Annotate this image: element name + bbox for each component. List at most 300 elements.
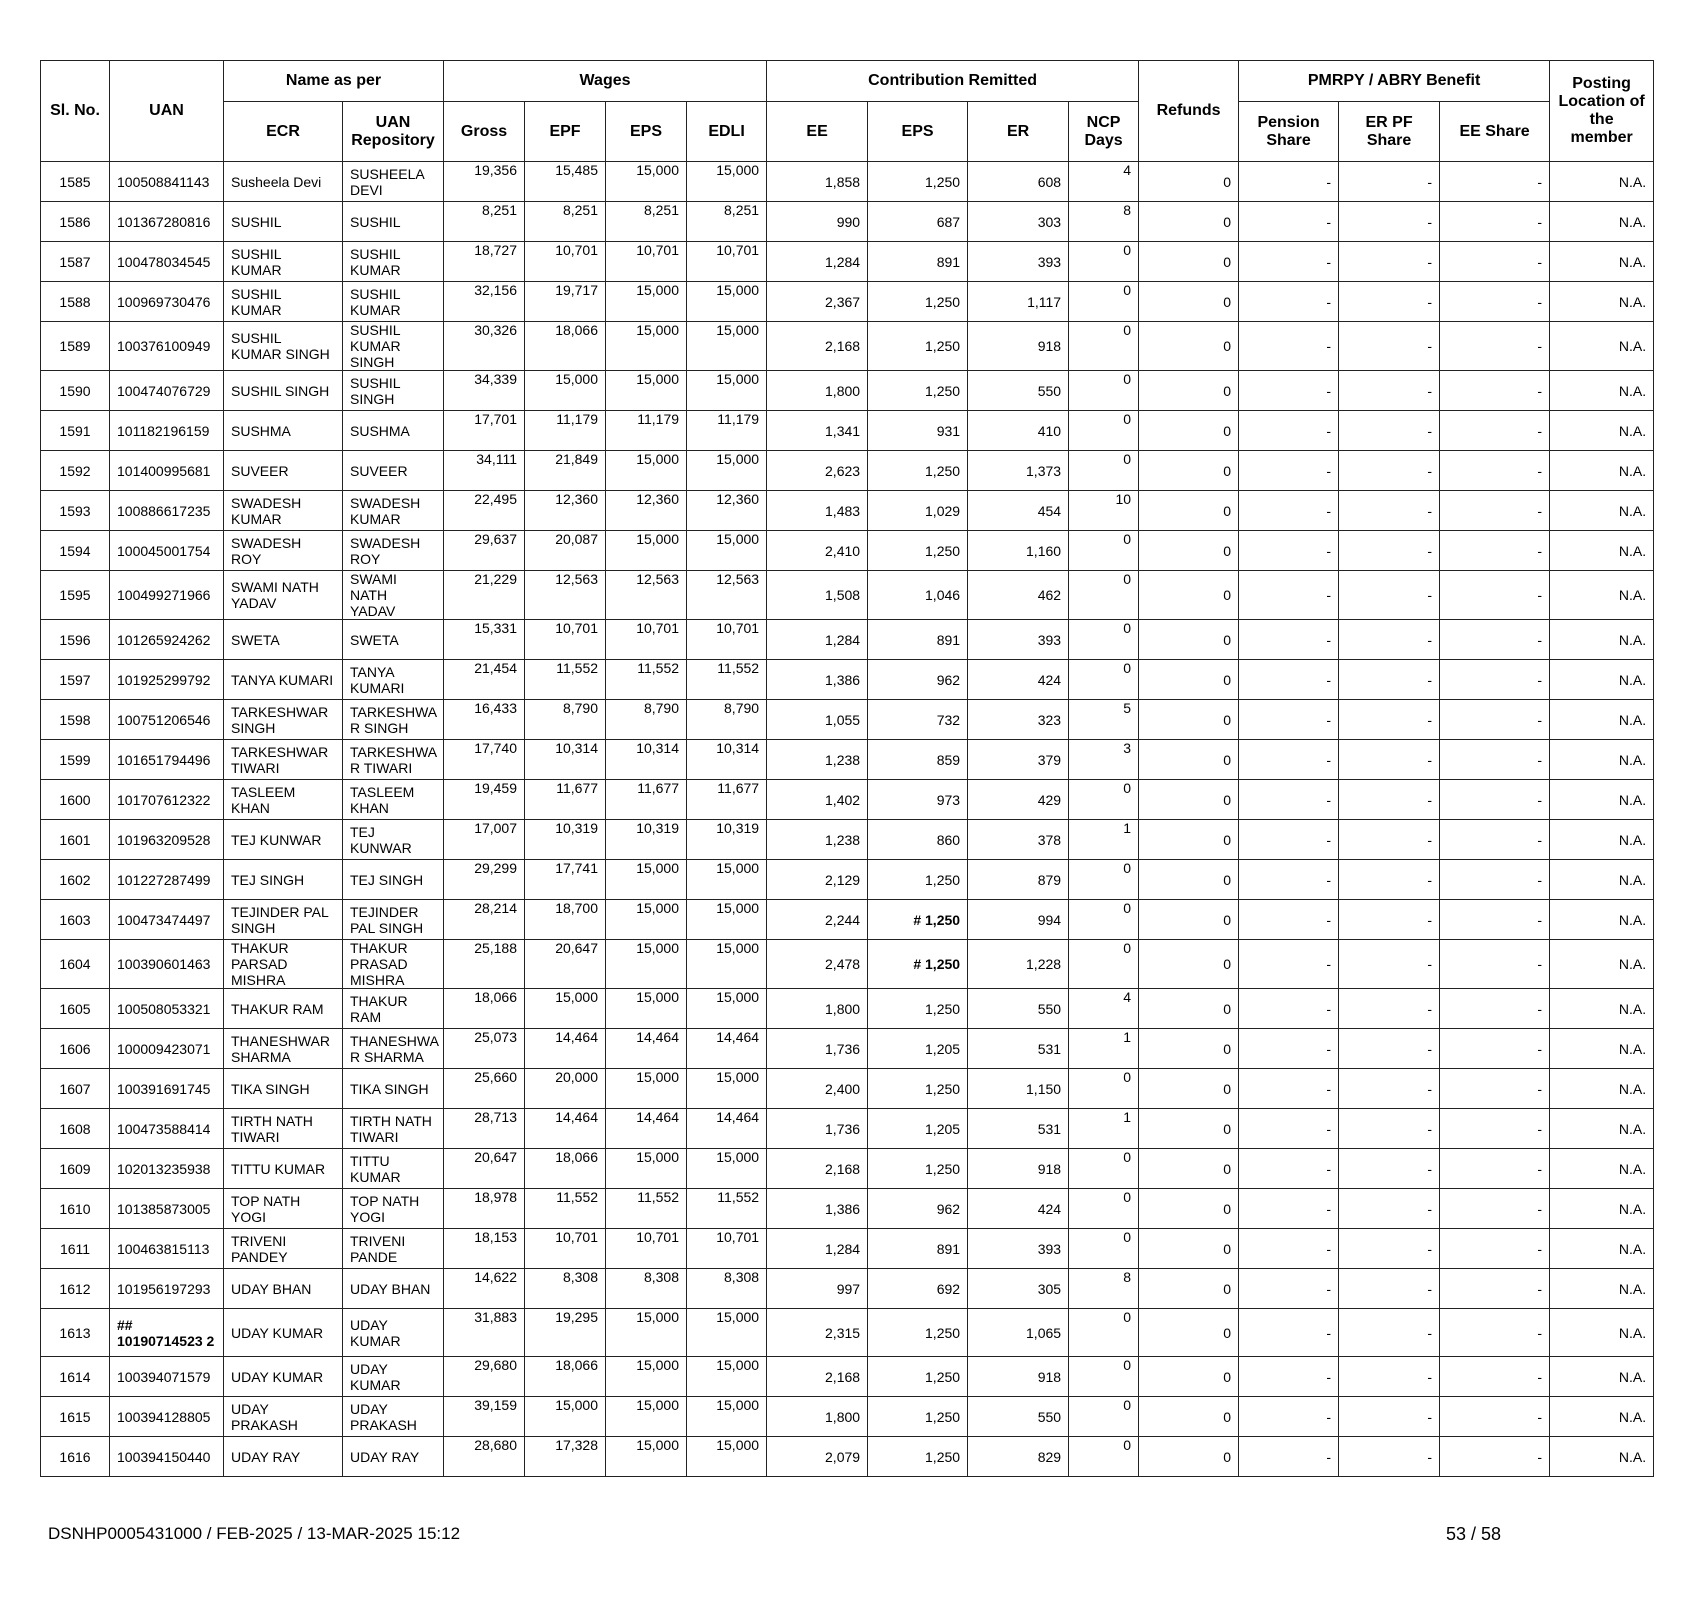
cell-eps-contribution: 1,205 [868, 1109, 968, 1149]
cell-pension-share: - [1239, 1109, 1339, 1149]
cell-refunds: 0 [1139, 900, 1239, 940]
cell-ee-share: - [1440, 1189, 1550, 1229]
cell-ecr-name: TANYA KUMARI [224, 660, 343, 700]
cell-epf: 18,066 [525, 322, 606, 371]
cell-gross: 21,229 [444, 571, 525, 620]
cell-er: 305 [968, 1269, 1069, 1309]
cell-refunds: 0 [1139, 1069, 1239, 1109]
cell-ncp-days: 0 [1069, 282, 1139, 322]
cell-posting-location: N.A. [1550, 620, 1654, 660]
cell-sl-no: 1594 [41, 531, 110, 571]
header-pmrpy-abry: PMRPY / ABRY Benefit [1239, 61, 1550, 102]
cell-uan: 101963209528 [110, 820, 224, 860]
cell-refunds: 0 [1139, 371, 1239, 411]
cell-sl-no: 1599 [41, 740, 110, 780]
cell-epf: 10,701 [525, 1229, 606, 1269]
cell-posting-location: N.A. [1550, 1149, 1654, 1189]
cell-uan-repository-name: SUSHIL [343, 202, 444, 242]
cell-uan-repository-name: TANYA KUMARI [343, 660, 444, 700]
cell-ncp-days: 0 [1069, 322, 1139, 371]
cell-eps: 15,000 [606, 371, 687, 411]
cell-ncp-days: 0 [1069, 571, 1139, 620]
cell-sl-no: 1610 [41, 1189, 110, 1229]
cell-gross: 22,495 [444, 491, 525, 531]
cell-eps-contribution: 1,250 [868, 162, 968, 202]
cell-eps: 11,552 [606, 1189, 687, 1229]
cell-uan-repository-name: SWAMI NATH YADAV [343, 571, 444, 620]
cell-epf: 15,000 [525, 371, 606, 411]
cell-pension-share: - [1239, 620, 1339, 660]
cell-uan-repository-name: UDAY KUMAR [343, 1357, 444, 1397]
cell-eps-contribution: 931 [868, 411, 968, 451]
cell-edli: 15,000 [687, 162, 767, 202]
cell-edli: 15,000 [687, 989, 767, 1029]
cell-ecr-name: SWETA [224, 620, 343, 660]
cell-uan: 101400995681 [110, 451, 224, 491]
cell-epf: 8,790 [525, 700, 606, 740]
cell-uan-repository-name: UDAY KUMAR [343, 1309, 444, 1357]
cell-edli: 10,701 [687, 242, 767, 282]
table-row [41, 1029, 1654, 1069]
cell-eps-contribution: 891 [868, 620, 968, 660]
cell-er: 1,160 [968, 531, 1069, 571]
cell-ee: 1,386 [767, 1189, 868, 1229]
cell-refunds: 0 [1139, 202, 1239, 242]
table-row [41, 571, 1654, 620]
cell-sl-no: 1597 [41, 660, 110, 700]
cell-ncp-days: 0 [1069, 1309, 1139, 1357]
table-row [41, 202, 1654, 242]
cell-eps: 14,464 [606, 1109, 687, 1149]
cell-eps-contribution: 891 [868, 242, 968, 282]
cell-eps-contribution: 1,250 [868, 451, 968, 491]
cell-gross: 16,433 [444, 700, 525, 740]
cell-sl-no: 1611 [41, 1229, 110, 1269]
cell-pension-share: - [1239, 1029, 1339, 1069]
cell-eps-contribution: 732 [868, 700, 968, 740]
cell-ee-share: - [1440, 1029, 1550, 1069]
cell-ee: 1,800 [767, 371, 868, 411]
cell-edli: 10,319 [687, 820, 767, 860]
cell-ncp-days: 5 [1069, 700, 1139, 740]
cell-sl-no: 1609 [41, 1149, 110, 1189]
cell-posting-location: N.A. [1550, 451, 1654, 491]
cell-er: 1,065 [968, 1309, 1069, 1357]
cell-er: 393 [968, 242, 1069, 282]
cell-ecr-name: SUSHIL KUMAR [224, 242, 343, 282]
cell-ecr-name: TEJ KUNWAR [224, 820, 343, 860]
cell-er: 531 [968, 1109, 1069, 1149]
cell-er-pf-share: - [1339, 162, 1440, 202]
cell-pension-share: - [1239, 1357, 1339, 1397]
cell-posting-location: N.A. [1550, 1269, 1654, 1309]
cell-refunds: 0 [1139, 820, 1239, 860]
cell-pension-share: - [1239, 1229, 1339, 1269]
cell-eps-contribution: 860 [868, 820, 968, 860]
cell-posting-location: N.A. [1550, 1189, 1654, 1229]
cell-uan-repository-name: TOP NATH YOGI [343, 1189, 444, 1229]
cell-sl-no: 1616 [41, 1437, 110, 1477]
cell-pension-share: - [1239, 1189, 1339, 1229]
cell-posting-location: N.A. [1550, 1069, 1654, 1109]
cell-eps: 15,000 [606, 1069, 687, 1109]
cell-refunds: 0 [1139, 491, 1239, 531]
table-header [41, 61, 1654, 162]
cell-uan-repository-name: THANESHWA R SHARMA [343, 1029, 444, 1069]
cell-refunds: 0 [1139, 1109, 1239, 1149]
cell-posting-location: N.A. [1550, 1109, 1654, 1149]
cell-refunds: 0 [1139, 660, 1239, 700]
cell-posting-location: N.A. [1550, 1437, 1654, 1477]
header-ee-share: EE Share [1440, 102, 1550, 162]
cell-ee: 1,341 [767, 411, 868, 451]
cell-eps-contribution: 1,250 [868, 282, 968, 322]
cell-ee-share: - [1440, 571, 1550, 620]
cell-pension-share: - [1239, 162, 1339, 202]
cell-ncp-days: 4 [1069, 162, 1139, 202]
cell-ee-share: - [1440, 451, 1550, 491]
cell-uan-repository-name: SUSHIL SINGH [343, 371, 444, 411]
header-sl-no: Sl. No. [41, 61, 110, 162]
cell-ecr-name: THANESHWAR SHARMA [224, 1029, 343, 1069]
cell-posting-location: N.A. [1550, 989, 1654, 1029]
header-ncp-days: NCP Days [1069, 102, 1139, 162]
cell-er-pf-share: - [1339, 242, 1440, 282]
cell-er-pf-share: - [1339, 491, 1440, 531]
cell-eps: 15,000 [606, 162, 687, 202]
cell-er-pf-share: - [1339, 740, 1440, 780]
cell-gross: 34,339 [444, 371, 525, 411]
cell-ncp-days: 0 [1069, 242, 1139, 282]
table-row [41, 660, 1654, 700]
cell-ecr-name: SUSHMA [224, 411, 343, 451]
cell-eps: 10,314 [606, 740, 687, 780]
header-uan-repository: UAN Repository [343, 102, 444, 162]
header-ecr: ECR [224, 102, 343, 162]
cell-ee: 1,736 [767, 1029, 868, 1069]
cell-pension-share: - [1239, 860, 1339, 900]
cell-sl-no: 1593 [41, 491, 110, 531]
cell-refunds: 0 [1139, 740, 1239, 780]
cell-pension-share: - [1239, 451, 1339, 491]
cell-posting-location: N.A. [1550, 371, 1654, 411]
cell-eps-contribution: 692 [868, 1269, 968, 1309]
cell-edli: 10,314 [687, 740, 767, 780]
cell-epf: 18,066 [525, 1149, 606, 1189]
cell-epf: 8,308 [525, 1269, 606, 1309]
cell-er-pf-share: - [1339, 571, 1440, 620]
cell-ee: 1,483 [767, 491, 868, 531]
table-body [41, 162, 1654, 1477]
cell-pension-share: - [1239, 371, 1339, 411]
cell-edli: 8,790 [687, 700, 767, 740]
cell-er: 1,373 [968, 451, 1069, 491]
table-row [41, 740, 1654, 780]
cell-uan-repository-name: THAKUR RAM [343, 989, 444, 1029]
cell-ee: 2,367 [767, 282, 868, 322]
cell-eps-contribution: 1,250 [868, 1149, 968, 1189]
cell-pension-share: - [1239, 322, 1339, 371]
cell-er-pf-share: - [1339, 620, 1440, 660]
cell-ecr-name: UDAY RAY [224, 1437, 343, 1477]
cell-ee-share: - [1440, 1357, 1550, 1397]
page-indicator: 53 / 58 [1446, 1524, 1502, 1544]
cell-ee-share: - [1440, 202, 1550, 242]
cell-posting-location: N.A. [1550, 411, 1654, 451]
cell-uan: 100499271966 [110, 571, 224, 620]
cell-er-pf-share: - [1339, 451, 1440, 491]
cell-uan-repository-name: TARKESHWA R TIWARI [343, 740, 444, 780]
cell-er-pf-share: - [1339, 202, 1440, 242]
table-row [41, 162, 1654, 202]
table-row [41, 1269, 1654, 1309]
cell-ecr-name: SUSHIL KUMAR SINGH [224, 322, 343, 371]
cell-eps: 14,464 [606, 1029, 687, 1069]
cell-ecr-name: SUSHIL KUMAR [224, 282, 343, 322]
cell-epf: 21,849 [525, 451, 606, 491]
cell-ncp-days: 8 [1069, 1269, 1139, 1309]
cell-epf: 12,563 [525, 571, 606, 620]
cell-uan-repository-name: TEJ KUNWAR [343, 820, 444, 860]
cell-eps: 15,000 [606, 1309, 687, 1357]
cell-epf: 18,066 [525, 1357, 606, 1397]
cell-gross: 19,459 [444, 780, 525, 820]
cell-sl-no: 1607 [41, 1069, 110, 1109]
cell-uan-repository-name: TASLEEM KHAN [343, 780, 444, 820]
cell-edli: 15,000 [687, 282, 767, 322]
table-row [41, 780, 1654, 820]
cell-edli: 15,000 [687, 1397, 767, 1437]
cell-ncp-days: 0 [1069, 531, 1139, 571]
cell-uan-repository-name: SUSHIL KUMAR [343, 282, 444, 322]
cell-ecr-name: TASLEEM KHAN [224, 780, 343, 820]
cell-er-pf-share: - [1339, 1109, 1440, 1149]
cell-posting-location: N.A. [1550, 1357, 1654, 1397]
cell-ncp-days: 1 [1069, 1109, 1139, 1149]
table-row [41, 620, 1654, 660]
cell-eps: 15,000 [606, 282, 687, 322]
cell-refunds: 0 [1139, 242, 1239, 282]
cell-ecr-name: TIRTH NATH TIWARI [224, 1109, 343, 1149]
cell-er-pf-share: - [1339, 900, 1440, 940]
cell-er: 379 [968, 740, 1069, 780]
table-row [41, 1357, 1654, 1397]
cell-ee: 2,168 [767, 1149, 868, 1189]
cell-uan-repository-name: SWADESH ROY [343, 531, 444, 571]
cell-pension-share: - [1239, 1397, 1339, 1437]
cell-ee-share: - [1440, 1309, 1550, 1357]
cell-refunds: 0 [1139, 411, 1239, 451]
cell-eps-contribution: 1,250 [868, 989, 968, 1029]
cell-ncp-days: 0 [1069, 620, 1139, 660]
cell-ee: 2,244 [767, 900, 868, 940]
cell-epf: 10,701 [525, 620, 606, 660]
cell-ncp-days: 0 [1069, 1069, 1139, 1109]
cell-sl-no: 1601 [41, 820, 110, 860]
table-row [41, 1069, 1654, 1109]
cell-er-pf-share: - [1339, 371, 1440, 411]
header-ee: EE [767, 102, 868, 162]
cell-eps-contribution: 1,250 [868, 1357, 968, 1397]
cell-uan: 100508053321 [110, 989, 224, 1029]
cell-edli: 11,179 [687, 411, 767, 451]
cell-epf: 19,717 [525, 282, 606, 322]
cell-uan: 101651794496 [110, 740, 224, 780]
table-row [41, 1397, 1654, 1437]
cell-eps: 8,308 [606, 1269, 687, 1309]
cell-gross: 25,188 [444, 940, 525, 989]
cell-uan: 100394128805 [110, 1397, 224, 1437]
cell-sl-no: 1585 [41, 162, 110, 202]
cell-eps: 8,251 [606, 202, 687, 242]
header-er-pf-share: ER PF Share [1339, 102, 1440, 162]
cell-ee: 2,168 [767, 322, 868, 371]
cell-er-pf-share: - [1339, 989, 1440, 1029]
cell-eps: 10,319 [606, 820, 687, 860]
cell-epf: 11,552 [525, 1189, 606, 1229]
cell-sl-no: 1600 [41, 780, 110, 820]
cell-uan: 101956197293 [110, 1269, 224, 1309]
cell-ee-share: - [1440, 1069, 1550, 1109]
cell-ee: 1,284 [767, 1229, 868, 1269]
cell-er-pf-share: - [1339, 860, 1440, 900]
cell-gross: 30,326 [444, 322, 525, 371]
cell-sl-no: 1590 [41, 371, 110, 411]
cell-pension-share: - [1239, 940, 1339, 989]
cell-pension-share: - [1239, 1069, 1339, 1109]
cell-uan: 101227287499 [110, 860, 224, 900]
cell-sl-no: 1606 [41, 1029, 110, 1069]
cell-edli: 15,000 [687, 1357, 767, 1397]
cell-er: 393 [968, 1229, 1069, 1269]
cell-ecr-name: TITTU KUMAR [224, 1149, 343, 1189]
cell-ncp-days: 1 [1069, 1029, 1139, 1069]
cell-er: 550 [968, 371, 1069, 411]
cell-er: 879 [968, 860, 1069, 900]
cell-ncp-days: 0 [1069, 451, 1139, 491]
cell-uan-repository-name: THAKUR PRASAD MISHRA [343, 940, 444, 989]
cell-ecr-name: THAKUR RAM [224, 989, 343, 1029]
cell-epf: 14,464 [525, 1109, 606, 1149]
cell-refunds: 0 [1139, 1189, 1239, 1229]
cell-ee-share: - [1440, 531, 1550, 571]
cell-refunds: 0 [1139, 780, 1239, 820]
cell-pension-share: - [1239, 491, 1339, 531]
cell-ee: 1,284 [767, 242, 868, 282]
cell-epf: 15,485 [525, 162, 606, 202]
cell-gross: 32,156 [444, 282, 525, 322]
cell-ncp-days: 0 [1069, 371, 1139, 411]
cell-pension-share: - [1239, 1437, 1339, 1477]
cell-er: 1,117 [968, 282, 1069, 322]
cell-pension-share: - [1239, 1269, 1339, 1309]
cell-gross: 20,647 [444, 1149, 525, 1189]
cell-pension-share: - [1239, 1149, 1339, 1189]
cell-edli: 11,677 [687, 780, 767, 820]
cell-ee-share: - [1440, 660, 1550, 700]
cell-ee-share: - [1440, 740, 1550, 780]
cell-ecr-name: SUSHIL [224, 202, 343, 242]
cell-epf: 12,360 [525, 491, 606, 531]
cell-posting-location: N.A. [1550, 1397, 1654, 1437]
cell-ee-share: - [1440, 780, 1550, 820]
cell-ee-share: - [1440, 1397, 1550, 1437]
cell-ecr-name: SUSHIL SINGH [224, 371, 343, 411]
cell-ee: 1,402 [767, 780, 868, 820]
cell-posting-location: N.A. [1550, 940, 1654, 989]
cell-refunds: 0 [1139, 1029, 1239, 1069]
cell-uan: ## 10190714523 2 [110, 1309, 224, 1357]
cell-eps: 15,000 [606, 451, 687, 491]
cell-ecr-name: Susheela Devi [224, 162, 343, 202]
cell-uan-repository-name: TARKESHWA R SINGH [343, 700, 444, 740]
cell-ncp-days: 0 [1069, 1437, 1139, 1477]
cell-posting-location: N.A. [1550, 322, 1654, 371]
cell-gross: 31,883 [444, 1309, 525, 1357]
cell-eps-contribution: 1,029 [868, 491, 968, 531]
cell-pension-share: - [1239, 202, 1339, 242]
cell-eps-contribution: 973 [868, 780, 968, 820]
cell-er-pf-share: - [1339, 531, 1440, 571]
cell-ee: 2,623 [767, 451, 868, 491]
cell-edli: 10,701 [687, 1229, 767, 1269]
cell-uan-repository-name: SUSHIL KUMAR [343, 242, 444, 282]
cell-gross: 29,637 [444, 531, 525, 571]
cell-er-pf-share: - [1339, 282, 1440, 322]
table-row [41, 1437, 1654, 1477]
cell-er-pf-share: - [1339, 1189, 1440, 1229]
table-row [41, 411, 1654, 451]
cell-gross: 18,153 [444, 1229, 525, 1269]
cell-edli: 14,464 [687, 1029, 767, 1069]
cell-uan-repository-name: TEJ SINGH [343, 860, 444, 900]
cell-edli: 15,000 [687, 451, 767, 491]
table-row [41, 700, 1654, 740]
cell-sl-no: 1598 [41, 700, 110, 740]
cell-gross: 28,713 [444, 1109, 525, 1149]
cell-ee-share: - [1440, 900, 1550, 940]
cell-refunds: 0 [1139, 322, 1239, 371]
table-row [41, 282, 1654, 322]
cell-ee-share: - [1440, 1229, 1550, 1269]
cell-eps: 15,000 [606, 989, 687, 1029]
table-row [41, 491, 1654, 531]
cell-sl-no: 1591 [41, 411, 110, 451]
cell-pension-share: - [1239, 1309, 1339, 1357]
cell-edli: 15,000 [687, 860, 767, 900]
cell-edli: 15,000 [687, 531, 767, 571]
cell-ee-share: - [1440, 620, 1550, 660]
cell-epf: 20,647 [525, 940, 606, 989]
cell-uan-repository-name: UDAY RAY [343, 1437, 444, 1477]
cell-ee: 1,508 [767, 571, 868, 620]
cell-edli: 11,552 [687, 1189, 767, 1229]
cell-edli: 15,000 [687, 322, 767, 371]
cell-posting-location: N.A. [1550, 900, 1654, 940]
cell-ncp-days: 0 [1069, 860, 1139, 900]
cell-refunds: 0 [1139, 1357, 1239, 1397]
cell-posting-location: N.A. [1550, 491, 1654, 531]
cell-eps-contribution: 962 [868, 660, 968, 700]
cell-sl-no: 1615 [41, 1397, 110, 1437]
cell-pension-share: - [1239, 700, 1339, 740]
cell-ee-share: - [1440, 162, 1550, 202]
table-row [41, 1189, 1654, 1229]
cell-ncp-days: 0 [1069, 1357, 1139, 1397]
cell-er-pf-share: - [1339, 1309, 1440, 1357]
cell-pension-share: - [1239, 740, 1339, 780]
cell-ecr-name: UDAY KUMAR [224, 1309, 343, 1357]
